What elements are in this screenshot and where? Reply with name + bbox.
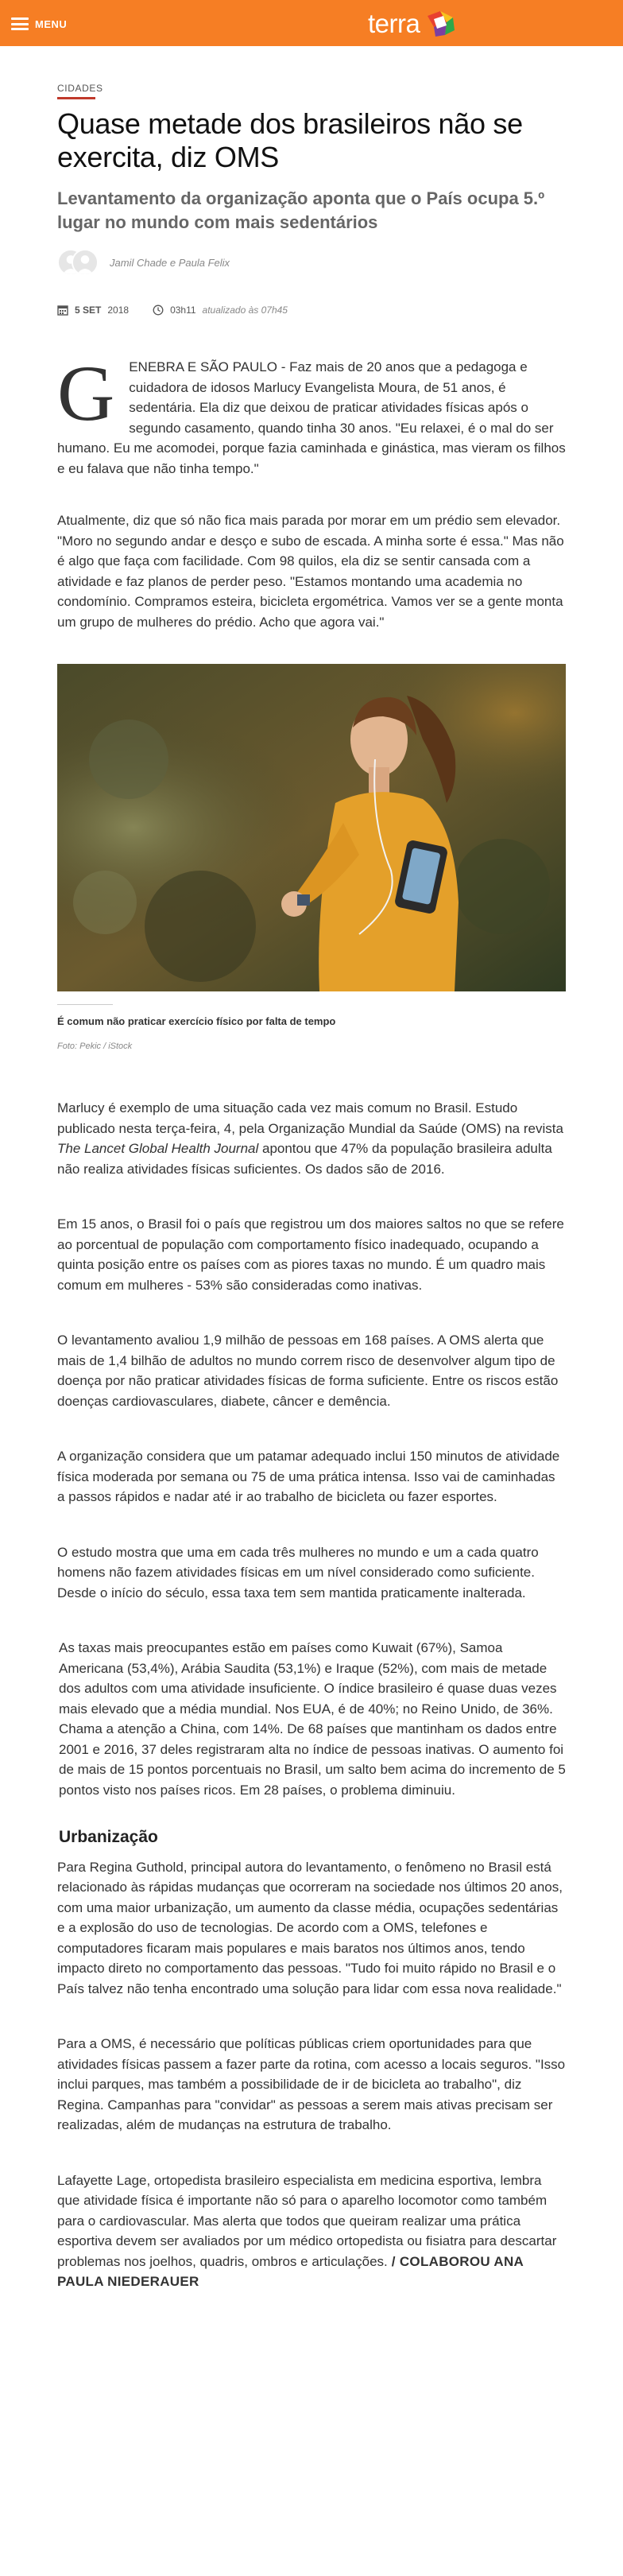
signoff: / COLABOROU ANA PAULA NIEDERAUER bbox=[57, 2253, 524, 2289]
paragraph: Em 15 anos, o Brasil foi o país que registrou um dos maiores saltos no que se refere ao porcentual de população com comportamento físico inadequado, ocupando a quinta posição entre os países com as piores taxas no mundo. É um quadro mais comum em mulheres - 53% são consideradas como inativas. bbox=[57, 1216, 564, 1293]
publish-date: 5 SET bbox=[75, 305, 102, 316]
author-names: Jamil Chade e Paula Felix bbox=[110, 256, 230, 269]
paragraph: A organização considera que um patamar adequado inclui 150 minutos de atividade física moderada por semana ou 75 de uma prática intensa. Isso vai de caminhadas a passos rápidos e nadar até ir ao trabalho de bicicleta ou fazer esportes. bbox=[57, 1449, 560, 1504]
headline: Quase metade dos brasileiros não se exercita, diz OMS bbox=[57, 107, 523, 173]
logo-text: terra bbox=[368, 9, 420, 38]
publish-year: 2018 bbox=[107, 305, 130, 316]
dropcap: G bbox=[57, 349, 115, 437]
menu-button[interactable] bbox=[11, 17, 67, 30]
paragraph: O estudo mostra que uma em cada três mulheres no mundo e um a cada quatro homens não fazem atividades físicas em um nível considerado como suficiente. Desde o início do século, essa taxa tem sem mantida praticamente inalterada. bbox=[57, 1544, 539, 1600]
top-bar bbox=[0, 0, 623, 46]
article-content bbox=[0, 46, 623, 2292]
author-avatars bbox=[57, 247, 100, 277]
photo-caption: É comum não praticar exercício físico por falta de tempo bbox=[57, 1015, 336, 1027]
updated-time: atualizado às 07h45 bbox=[202, 305, 288, 316]
article-figure bbox=[57, 664, 566, 1057]
paragraph: Marlucy é exemplo de uma situação cada vez mais comum no Brasil. Estudo publicado nesta terça-feira, 4, pela Organização Mundial da Saúde (OMS) na revista The Lancet Global Health Journal apontou que 47% da população brasileira adulta não realiza atividades físicas suficientes. Os dados são de 2016. bbox=[57, 1100, 563, 1177]
paragraph: O levantamento avaliou 1,9 milhão de pessoas em 168 países. A OMS alerta que mais de 1,4 bilhão de adultos no mundo correm risco de desenvolver algum tipo de doença por não praticar atividades físicas de forma suficiente. Entre os riscos estão doenças cardiovasculares, diabete, câncer e demência. bbox=[57, 1333, 559, 1409]
menu-label: MENU bbox=[35, 17, 68, 30]
journal-name: The Lancet Global Health Journal bbox=[57, 1141, 259, 1156]
paragraph: As taxas mais preocupantes estão em países como Kuwait (67%), Samoa Americana (53,4%), Arábia Saudita (53,1%) e Iraque (52%), com mais de metade dos adultos com uma atividade insuficiente. O índice brasileiro é quase duas vezes mais elevado que a média mundial. Nos EUA, é de 40%; no Reino Unido, de 36%. Chama a atenção a China, com 14%. De 68 países que mantinham os dados entre 2001 e 2016, 37 deles registraram alta no índice de pessoas inativas. O aumento foi de mais de 15 pontos porcentuais no Brasil, um salto bem acima do incremento de 5 pontos visto nos países ricos. Em 28 países, o problema diminuiu. bbox=[59, 1640, 566, 1798]
calendar-icon bbox=[57, 305, 68, 316]
paragraph: Para Regina Guthold, principal autora do levantamento, o fenômeno no Brasil está relacionado às rápidas mudanças que ocorreram na sociedade nos últimos 20 anos, com uma maior urbanização, um aumento da classe média, ocupações sedentárias e a explosão do uso de tecnologias. De acordo com a OMS, telefones e computadores ficaram mais populares e mais baratos nos últimos anos, tendo impacto direto no comportamento das pessoas. "Tudo foi muito rápido no Brasil e o País talvez não tenha encontrado uma solução para lidar com essa nova realidade." bbox=[57, 1859, 563, 1996]
category-link[interactable]: CIDADES bbox=[57, 83, 103, 94]
paragraph: Para a OMS, é necessário que políticas públicas criem oportunidades para que atividades físicas passem a fazer parte da rotina, com acesso a locais seguros. "Isso inclui parques, mas também a possibilidade de ir de bicicleta ao trabalho", diz Regina. Campanhas para "convidar" as pessoas a serem mais ativas precisam ser realizadas, além de mudanças na estrutura de trabalho. bbox=[57, 2036, 566, 2132]
paragraph: Atualmente, diz que só não fica mais parada por morar em um prédio sem elevador. "Moro no segundo andar e desço e subo de escada. A minha sorte é essa." Mas não é algo que faça com facilidade. Com 98 quilos, ela diz se sentir cansada com a atividade e faz planos de perder peso. "Estamos montando uma academia no condomínio. Compramos esteira, bicicleta ergométrica. Vamos ver se a gente monta um grupo de mulheres do prédio. Acho que agora vai." bbox=[57, 513, 564, 630]
article-meta bbox=[57, 305, 566, 316]
hamburger-icon bbox=[11, 17, 29, 30]
byline bbox=[57, 247, 566, 277]
terra-logo[interactable] bbox=[368, 8, 458, 40]
clock-icon bbox=[153, 305, 164, 316]
photo-credit: Foto: Pekic / iStock bbox=[57, 1041, 133, 1051]
logo-mark-icon bbox=[423, 8, 458, 40]
category-underline bbox=[57, 97, 95, 99]
paragraph: G ENEBRA E SÃO PAULO - Faz mais de 20 anos que a pedagoga e cuidadora de idosos Marlucy Evangelista Moura, de 51 anos, é sedentária. Ela diz que deixou de praticar atividades físicas após o segundo casamento, quando tinha 30 anos. "Eu relaxei, é o mal do ser humano. Eu me acomodei, porque fazia caminhada e ginástica, mas vieram os filhos e eu falava que não tinha tempo." bbox=[57, 349, 566, 476]
section-subhead: Urbanização bbox=[59, 1828, 158, 1846]
publish-time: 03h11 bbox=[170, 305, 196, 316]
article-body-continued bbox=[57, 1098, 566, 2292]
subtitle: Levantamento da organização aponta que o País ocupa 5.º lugar no mundo com mais sedentários bbox=[57, 188, 545, 232]
author-avatar bbox=[72, 249, 99, 276]
caption-divider bbox=[57, 1004, 113, 1005]
paragraph: Lafayette Lage, ortopedista brasileiro especialista em medicina esportiva, lembra que atividade física é importante não só para o aparelho locomotor como também para o cardiovascular. Mas alerta que todos que queiram realizar uma prática esportiva devem ser avaliados por um médico ortopedista ou fisiatra para descartar problemas nos joelhos, quadris, ombros e articulações. / COLABOROU ANA PAULA NIEDERAUER bbox=[57, 2172, 557, 2289]
article-body bbox=[57, 349, 566, 1057]
runner-photo bbox=[57, 664, 566, 991]
